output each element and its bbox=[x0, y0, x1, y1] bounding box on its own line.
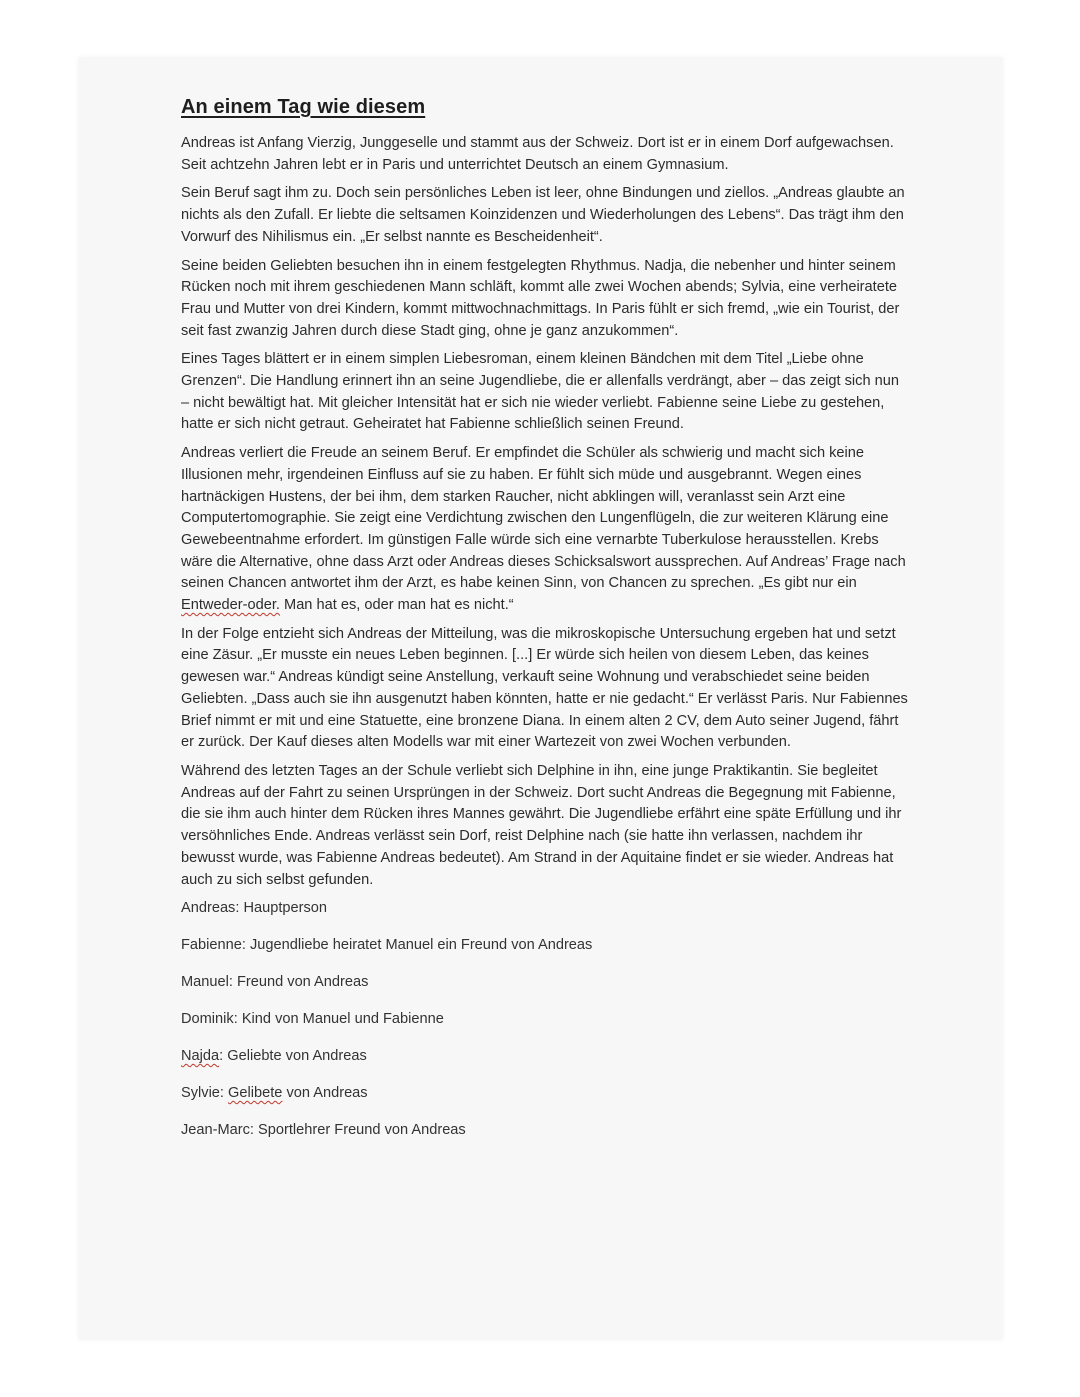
character-sylvie-name: Sylvie: bbox=[181, 1085, 229, 1102]
paragraph-novel: Eines Tages blättert er in einem simplen Liebesroman, einem kleinen Bändchen mit dem Titel „Liebe ohne Grenzen“. Die Handlung erinnert ihn an seine Jugendliebe, die er allenfalls verdrängt, aber – das zeigt sich nun – nicht bewältigt hat. Mit gleicher Intensität hat er sich nie wieder verliebt. Fabienne seine Liebe zu gestehen, hatte er sich nicht getraut. Geheiratet hat Fabienne schließlich seinen Freund. bbox=[181, 351, 899, 433]
spellcheck-marked-name: Najda bbox=[181, 1048, 220, 1065]
character-najda-desc: : Geliebte von Andreas bbox=[219, 1048, 367, 1065]
document-title: An einem Tag wie diesem bbox=[181, 96, 426, 118]
character-list bbox=[181, 898, 909, 1141]
character-jean-marc: Jean-Marc: Sportlehrer Freund von Andreas bbox=[181, 1122, 466, 1139]
paragraph-diagnosis-end: Man hat es, oder man hat es nicht.“ bbox=[279, 597, 514, 614]
character-fabienne: Fabienne: Jugendliebe heiratet Manuel ein Freund von Andreas bbox=[181, 937, 593, 954]
paragraph-new-life: In der Folge entzieht sich Andreas der Mitteilung, was die mikroskopische Untersuchung ergeben hat und setzt eine Zäsur. „Er musste ein neues Leben beginnen. [...] Er würde sich heilen von diesem Leben, das keines gewesen war.“ Andreas kündigt seine Anstellung, verkauft seine Wohnung und verabschiedet seine beiden Geliebten. „Dass auch sie ihn ausgenutzt haben könnten, hatte er nie gedacht.“ Er verlässt Paris. Nur Fabiennes Brief nimmt er mit und eine Statuette, eine bronzene Diana. In einem alten 2 CV, dem Auto seiner Jugend, fährt er zurück. Der Kauf dieses alten Modells war mit einer Wartezeit von zwei Wochen verbunden. bbox=[181, 625, 908, 751]
paragraph-ending: Während des letzten Tages an der Schule verliebt sich Delphine in ihn, eine junge Praktikantin. Sie begleitet Andreas auf der Fahrt zu seinen Ursprüngen in der Schweiz. Dort sucht Andreas die Begegnung mit Fabienne, die sie ihm auch hinter dem Rücken ihres Mannes gewährt. Die Jugendliebe erfährt eine späte Erfüllung und ihr versöhnliches Ende. Andreas verlässt sein Dorf, reist Delphine nach (sie hatte ihn verlassen, nachdem ihr bewusst wurde, was Fabienne Andreas bedeutet). Am Strand in der Aquitaine findet er sie wieder. Andreas hat auch zu sich selbst gefunden. bbox=[181, 762, 902, 888]
character-najda bbox=[181, 1046, 909, 1067]
paragraph-intro: Andreas ist Anfang Vierzig, Junggeselle und stammt aus der Schweiz. Dort ist er in einem Dorf aufgewachsen. Seit achtzehn Jahren lebt er in Paris und unterrichtet Deutsch an einem Gymnasium. bbox=[181, 135, 894, 173]
spellcheck-marked-word-gelibete: Gelibete bbox=[228, 1085, 283, 1102]
paragraph-lovers: Seine beiden Geliebten besuchen ihn in einem festgelegten Rhythmus. Nadja, die nebenher und hinter seinem Rücken noch mit ihrem geschiedenen Mann schläft, kommt alle zwei Wochen abends; Sylvia, eine verheiratete Frau und Mutter von drei Kindern, kommt mittwochnachmittags. In Paris fühlt er sich fremd, „wie ein Tourist, der seit fast zwanzig Jahren durch diese Stadt ging, ohne je ganz anzukommen“. bbox=[181, 257, 900, 339]
document-content bbox=[181, 96, 909, 1157]
character-dominik: Dominik: Kind von Manuel und Fabienne bbox=[181, 1011, 444, 1028]
paragraph-diagnosis-text: Andreas verliert die Freude an seinem Beruf. Er empfindet die Schüler als schwierig und macht sich keine Illusionen mehr, irgendeinen Einfluss auf sie zu haben. Er fühlt sich müde und ausgebrannt. Wegen eines hartnäckigen Hustens, der bei ihm, dem starken Raucher, nicht abklingen will, veranlasst sein Arzt eine Computertomographie. Sie zeigt eine Verdichtung zwischen den Lungenflügeln, die zur weiteren Klärung eine Gewebeentnahme erfordert. Im günstigen Falle würde sich eine vernarbte Tuberkulose herausstellen. Krebs wäre die Alternative, ohne dass Arzt oder Andreas dieses Schicksalswort aussprechen. Auf Andreas’ Frage nach seinen Chancen antwortet ihm der Arzt, es habe keinen Sinn, von Chancen zu sprechen. „Es gibt nur ein bbox=[181, 445, 906, 592]
spellcheck-marked-word: Entweder-oder. bbox=[181, 597, 280, 614]
character-manuel: Manuel: Freund von Andreas bbox=[181, 974, 369, 991]
character-andreas: Andreas: Hauptperson bbox=[181, 900, 328, 917]
character-sylvie-desc: von Andreas bbox=[282, 1085, 368, 1102]
paragraph-profession: Sein Beruf sagt ihm zu. Doch sein persönliches Leben ist leer, ohne Bindungen und ziellos. „Andreas glaubte an nichts als den Zufall. Er liebte die seltsamen Koinzidenzen und Wiederholungen des Lebens“. Das trägt ihm den Vorwurf des Nihilismus ein. „Er selbst nannte es Bescheidenheit“. bbox=[181, 185, 905, 245]
paragraph-diagnosis bbox=[181, 443, 909, 617]
character-sylvie bbox=[181, 1083, 909, 1104]
